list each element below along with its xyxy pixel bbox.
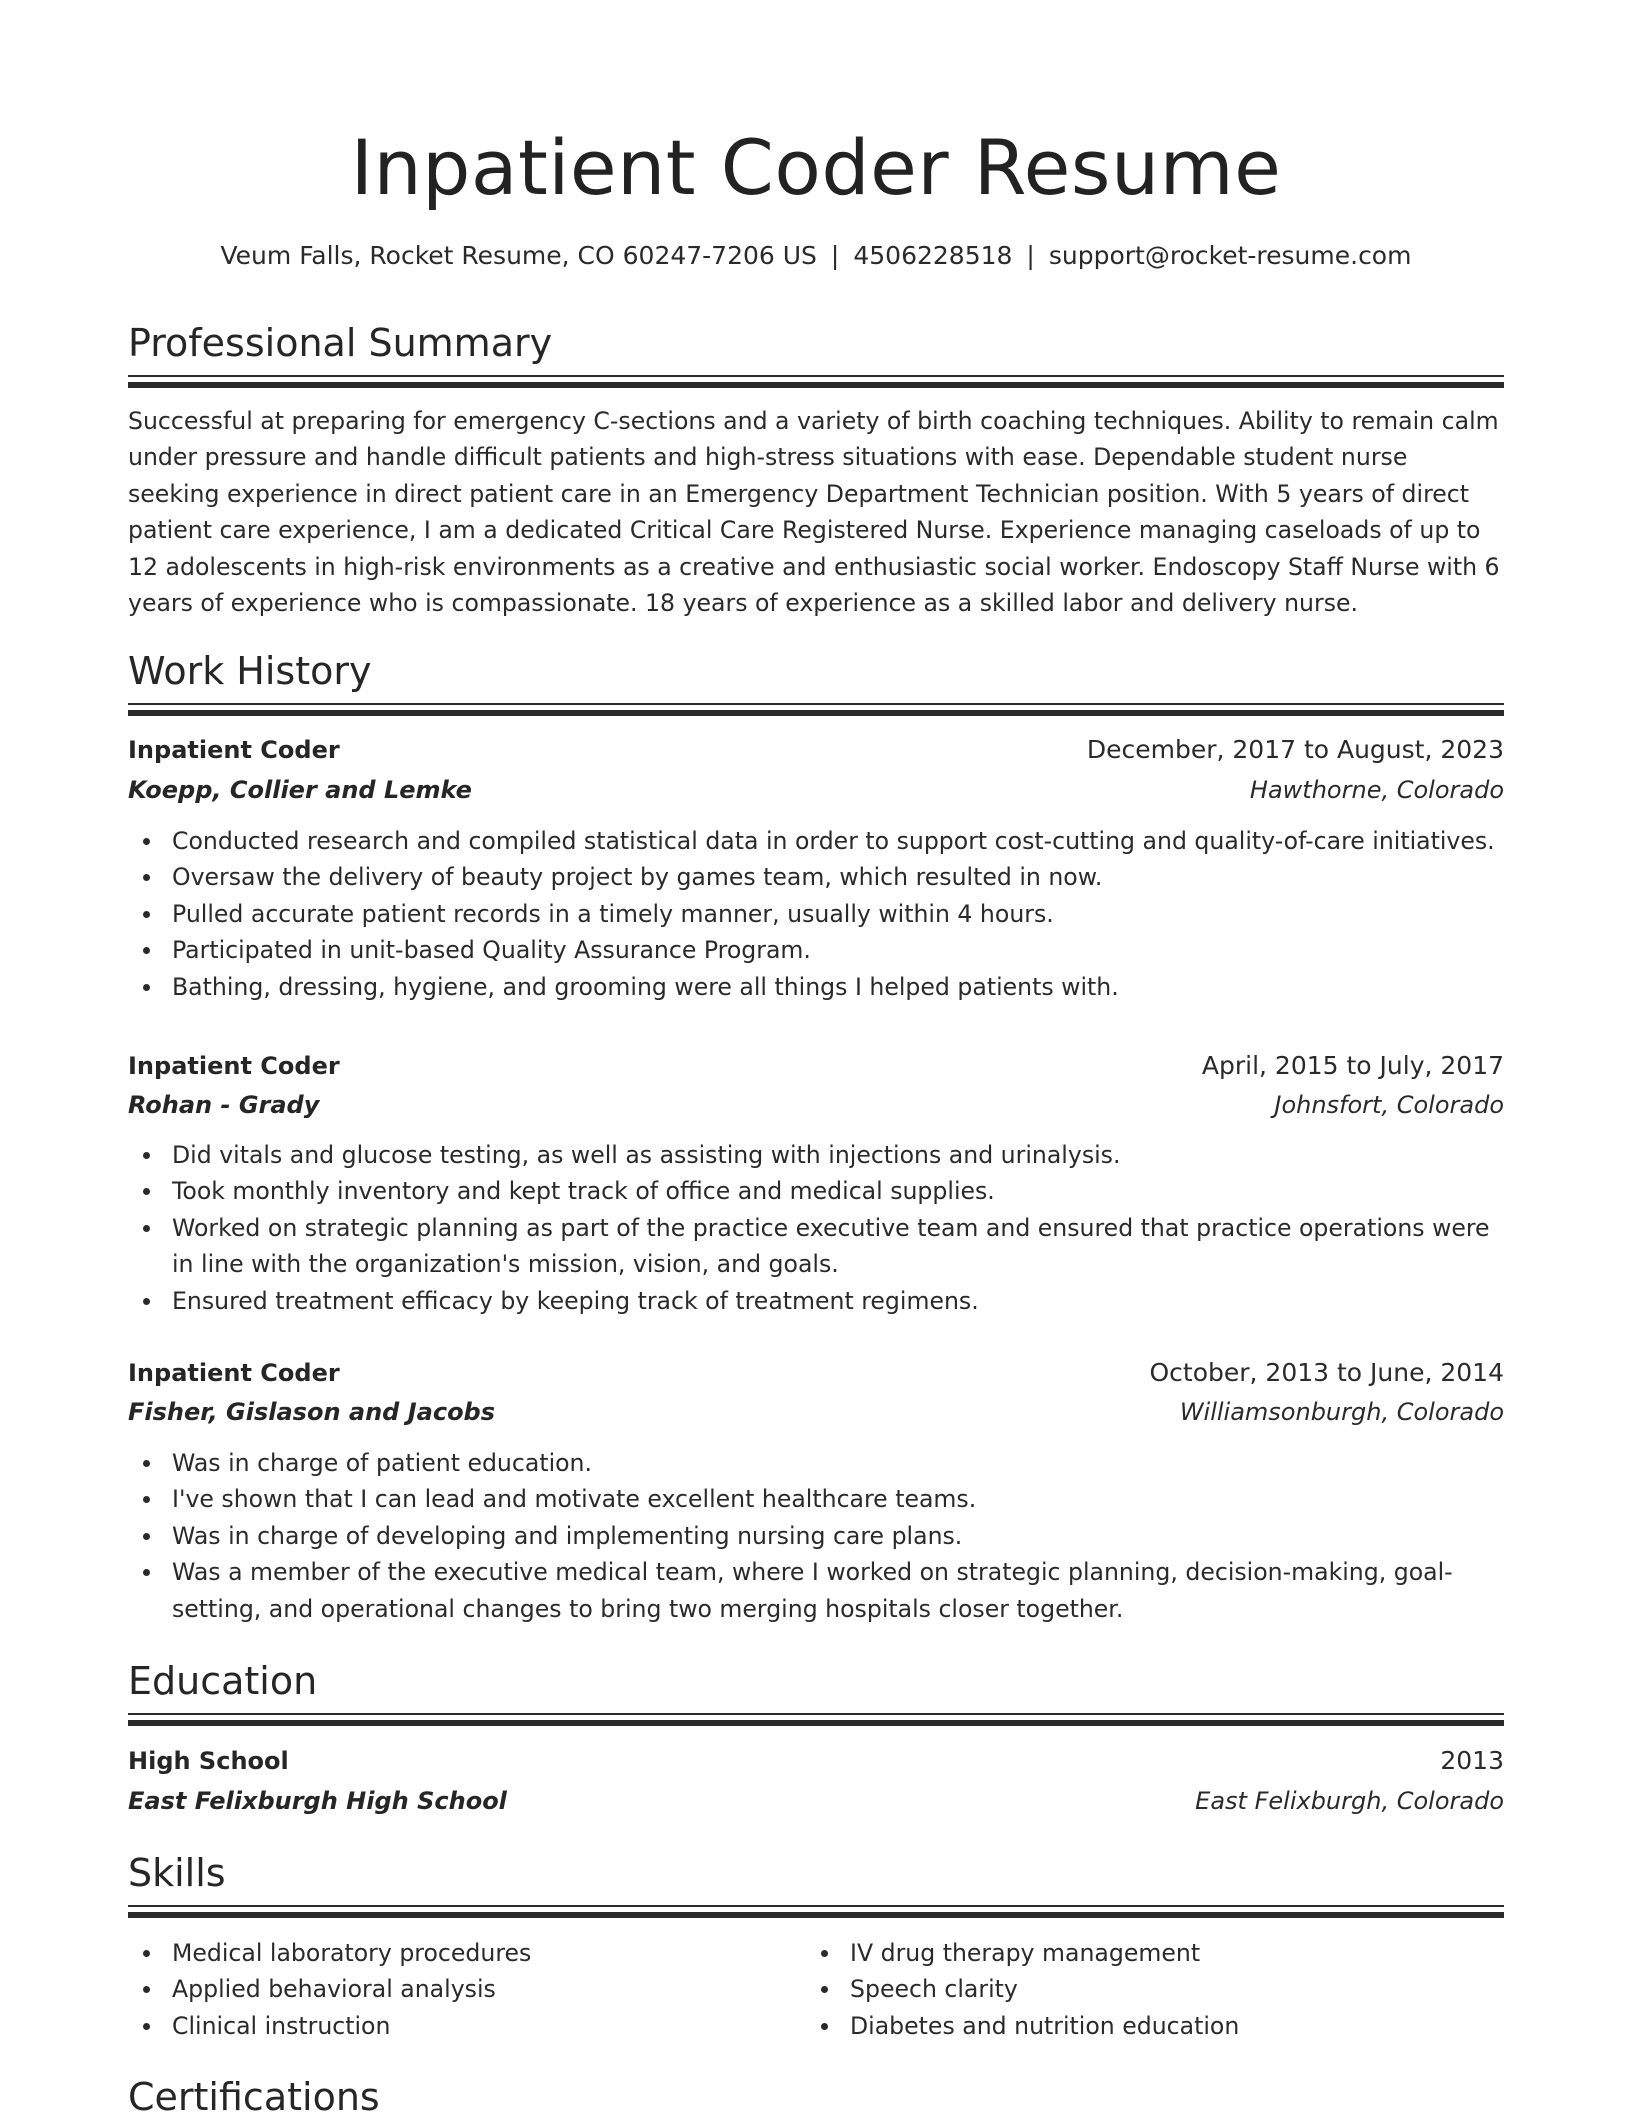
contact-line — [128, 238, 1504, 274]
list-item: Clinical instruction — [128, 2008, 1504, 2044]
contact-separator: | — [1026, 241, 1035, 270]
list-item: Oversaw the delivery of beauty project by games team, which resulted in now. — [128, 859, 1504, 895]
job-dates: April, 2015 to July, 2017 — [1201, 1051, 1504, 1080]
job-location: Williamsonburgh, Colorado — [1179, 1398, 1504, 1426]
job-bullet-list — [128, 823, 1504, 1005]
list-item: Ensured treatment efficacy by keeping track of treatment regimens. — [128, 1283, 1504, 1319]
list-item: Applied behavioral analysis — [128, 1971, 1504, 2007]
job-company: Koepp, Collier and Lemke — [128, 776, 472, 804]
job-header-row — [128, 732, 1504, 768]
section-title-certifications: Certifications — [128, 2075, 380, 2119]
job-company-row — [128, 772, 1504, 808]
list-item: Conducted research and compiled statistical data in order to support cost-cutting and quality-of-care initiatives. — [128, 823, 1504, 859]
job-title: Inpatient Coder — [128, 736, 340, 764]
list-item: Took monthly inventory and kept track of office and medical supplies. — [128, 1173, 1504, 1209]
section-divider — [128, 1905, 1504, 1918]
list-item: Did vitals and glucose testing, as well as assisting with injections and urinalysis. — [128, 1137, 1504, 1173]
section-title-education: Education — [128, 1659, 318, 1703]
list-item: I've shown that I can lead and motivate excellent healthcare teams. — [128, 1481, 1504, 1517]
phone-text: 4506228518 — [853, 241, 1013, 270]
summary-text: Successful at preparing for emergency C-sections and a variety of birth coaching techniques. Ability to remain calm under pressure and handle difficult patients and high-stress situations with ease. Dependable student nurse seeking experience in direct patient care in an Emergency Department Technician position. With 5 years of direct patient care experience, I am a dedicated Critical Care Registered Nurse. Experience managing caseloads of up to 12 adolescents in high-risk environments as a creative and enthusiastic social worker. Endoscopy Staff Nurse with 6 years of experience who is compassionate. 18 years of experience as a skilled labor and delivery nurse. — [128, 407, 1500, 618]
job-title: Inpatient Coder — [128, 1052, 340, 1080]
list-item: Medical laboratory procedures — [128, 1935, 1504, 1971]
skills-list-right — [806, 1935, 1632, 2044]
job-location: Hawthorne, Colorado — [1249, 776, 1504, 804]
email-link[interactable]: support@rocket-resume.com — [1048, 241, 1412, 270]
section-title-summary: Professional Summary — [128, 321, 553, 365]
address-text: Veum Falls, Rocket Resume, CO 60247-7206 US — [220, 241, 817, 270]
job-company-row — [128, 1087, 1504, 1123]
list-item: Diabetes and nutrition education — [806, 2008, 1632, 2044]
list-item: IV drug therapy management — [806, 1935, 1632, 1971]
job-title: Inpatient Coder — [128, 1359, 340, 1387]
list-item: Speech clarity — [806, 1971, 1632, 2007]
job-dates: December, 2017 to August, 2023 — [1086, 735, 1504, 764]
job-location: Johnsfort, Colorado — [1274, 1091, 1504, 1119]
job-company: Rohan - Grady — [128, 1091, 320, 1119]
list-item: Participated in unit-based Quality Assurance Program. — [128, 932, 1504, 968]
education-header-row — [128, 1743, 1504, 1779]
job-header-row — [128, 1355, 1504, 1391]
job-header-row — [128, 1048, 1504, 1084]
education-year: 2013 — [1440, 1746, 1504, 1775]
list-item: Was in charge of developing and implementing nursing care plans. — [128, 1518, 1504, 1554]
list-item: Worked on strategic planning as part of the practice executive team and ensured that practice operations were in line with the organization's mission, vision, and goals. — [128, 1210, 1504, 1283]
section-divider — [128, 375, 1504, 388]
job-dates: October, 2013 to June, 2014 — [1149, 1358, 1504, 1387]
contact-separator: | — [830, 241, 840, 270]
list-item: Was a member of the executive medical team, where I worked on strategic planning, decision-making, goal-setting, and operational changes to bring two merging hospitals closer together. — [128, 1554, 1504, 1627]
education-location: East Felixburgh, Colorado — [1195, 1787, 1504, 1815]
education-degree: High School — [128, 1747, 289, 1775]
section-title-skills: Skills — [128, 1851, 226, 1895]
resume-title: Inpatient Coder Resume — [350, 123, 1282, 212]
list-item: Bathing, dressing, hygiene, and grooming were all things I helped patients with. — [128, 969, 1504, 1005]
job-company: Fisher, Gislason and Jacobs — [128, 1398, 496, 1426]
section-divider — [128, 703, 1504, 716]
education-school: East Felixburgh High School — [128, 1787, 507, 1815]
job-bullet-list — [128, 1137, 1504, 1319]
list-item: Was in charge of patient education. — [128, 1445, 1504, 1481]
list-item: Pulled accurate patient records in a timely manner, usually within 4 hours. — [128, 896, 1504, 932]
job-bullet-list — [128, 1445, 1504, 1627]
section-title-work: Work History — [128, 649, 372, 693]
education-school-row — [128, 1783, 1504, 1819]
job-company-row — [128, 1394, 1504, 1430]
section-divider — [128, 1713, 1504, 1726]
